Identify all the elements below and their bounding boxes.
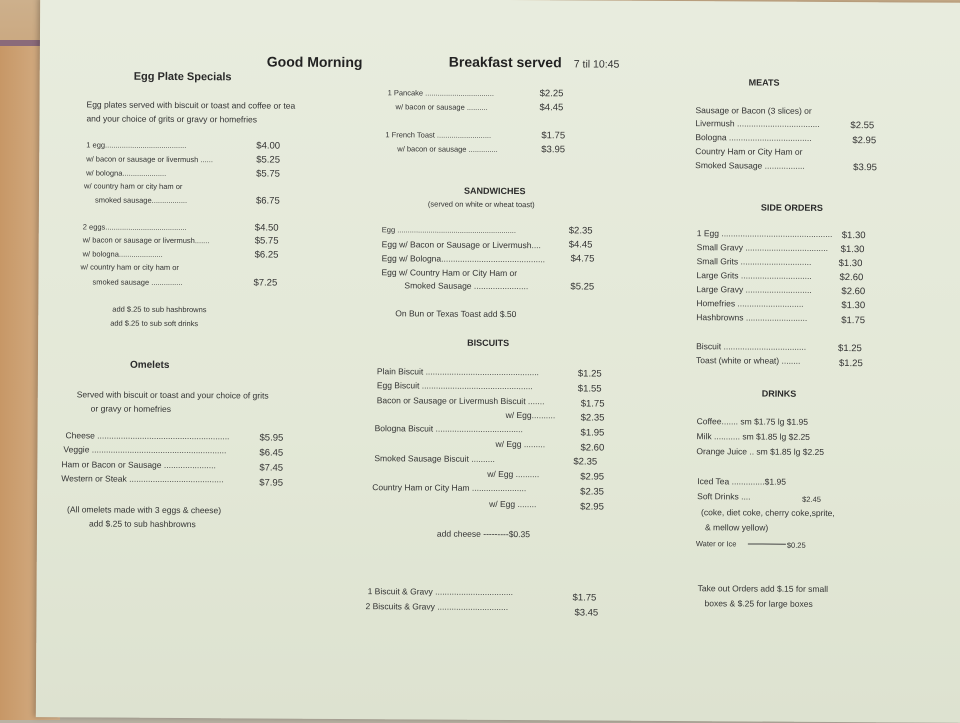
menu-item-price: $4.50 bbox=[254, 222, 279, 234]
menu-item-label: Bologna Biscuit ..................................... bbox=[374, 423, 523, 435]
menu-item-label: Homefries ............................ bbox=[696, 298, 804, 309]
drink-water: Water or Ice bbox=[695, 539, 737, 549]
menu-item-price: $5.95 bbox=[259, 432, 284, 444]
menu-item-price: $5.75 bbox=[256, 168, 280, 180]
menu-item-label: w/ bacon or sausage .............. bbox=[397, 144, 498, 154]
menu-item-label: smoked sausage................. bbox=[94, 195, 188, 206]
menu-sheet bbox=[36, 0, 960, 723]
menu-item-label: w/ bacon or sausage .......... bbox=[395, 102, 488, 112]
menu-item-label: Egg Biscuit ............................................... bbox=[376, 380, 533, 392]
side-orders-title: SIDE ORDERS bbox=[760, 202, 823, 213]
menu-item-label: 2 Biscuits & Gravy .............................. bbox=[365, 601, 509, 613]
breakfast-served-heading: Breakfast served bbox=[448, 53, 562, 71]
menu-item-price: $1.30 bbox=[841, 300, 866, 312]
drink-soft-drinks: Soft Drinks .... bbox=[697, 491, 751, 502]
omelets-note-1: (All omelets made with 3 eggs & cheese) bbox=[67, 504, 222, 516]
menu-item-price: $2.95 bbox=[580, 471, 605, 483]
menu-item-label: w/ bacon or sausage or livermush....... bbox=[82, 235, 210, 246]
menu-item-label: w/ Egg.......... bbox=[505, 409, 556, 421]
menu-item-price: $1.25 bbox=[838, 343, 862, 355]
menu-item-price: $1.25 bbox=[577, 368, 602, 380]
menu-item-price: $2.55 bbox=[850, 120, 875, 132]
menu-item-price: $4.75 bbox=[570, 253, 595, 265]
sandwiches-subtitle: (served on white or wheat toast) bbox=[427, 199, 535, 210]
menu-item-label: Smoked Sausage Biscuit .......... bbox=[374, 453, 495, 464]
menu-item-label: Hashbrowns .......................... bbox=[696, 312, 808, 323]
menu-item-price: $4.00 bbox=[256, 140, 281, 152]
menu-item-label: w/ bacon or sausage or livermush ...... bbox=[86, 154, 213, 165]
menu-item-label: smoked sausage ............... bbox=[92, 277, 183, 288]
menu-item-label: w/ bologna..................... bbox=[86, 168, 167, 178]
menu-item-price: $7.95 bbox=[259, 477, 284, 489]
menu-item-label: 2 eggs....................................... bbox=[82, 222, 187, 233]
menu-item-label: Smoked Sausage ................. bbox=[695, 160, 805, 171]
menu-item-price: $1.30 bbox=[838, 258, 863, 270]
menu-item-label: 1 French Toast .......................... bbox=[385, 130, 492, 140]
menu-item-price: $5.25 bbox=[256, 154, 281, 166]
menu-item-label: Egg w/ Bologna............................................ bbox=[381, 253, 546, 265]
menu-item-price: $1.75 bbox=[841, 315, 866, 327]
omelets-note-2: add $.25 to sub hashbrowns bbox=[88, 518, 196, 530]
good-morning-heading: Good Morning bbox=[266, 53, 363, 71]
menu-item-label: w/ bologna..................... bbox=[82, 249, 163, 259]
menu-item-price: $1.55 bbox=[577, 383, 602, 395]
menu-item-price: $2.60 bbox=[580, 442, 605, 454]
menu-item-label: Country Ham or City Ham ....................... bbox=[372, 482, 527, 494]
menu-item-price: $2.35 bbox=[580, 412, 605, 424]
drink-soft-drinks-price: $2.45 bbox=[802, 494, 821, 504]
menu-item-price: $7.25 bbox=[253, 277, 278, 289]
drinks-title: DRINKS bbox=[761, 388, 797, 399]
menu-item-price: $1.75 bbox=[580, 398, 605, 410]
menu-item-label: Toast (white or wheat) ........ bbox=[695, 355, 801, 366]
drink-orange-juice: Orange Juice .. sm $1.85 lg $2.25 bbox=[696, 446, 825, 457]
drink-coffee: Coffee....... sm $1.75 lg $1.95 bbox=[696, 416, 809, 427]
menu-item-label: Small Gravy ................................... bbox=[696, 242, 829, 253]
menu-item-price: $2.25 bbox=[539, 88, 564, 100]
egg-plate-title: Egg Plate Specials bbox=[133, 70, 232, 84]
egg-plate-note-2: add $.25 to sub soft drinks bbox=[110, 318, 199, 329]
menu-item-label: Small Grits .............................. bbox=[696, 256, 812, 267]
menu-item-label: Country Ham or City Ham or bbox=[695, 146, 803, 157]
menu-item-label: Egg w/ Bacon or Sausage or Livermush.... bbox=[381, 239, 541, 251]
menu-item-price: $2.35 bbox=[573, 456, 598, 468]
menu-item-price: $7.45 bbox=[259, 462, 284, 474]
menu-item-price: $3.95 bbox=[853, 162, 877, 174]
menu-item-label: Plain Biscuit ................................................ bbox=[376, 366, 539, 378]
menu-item-price: $3.45 bbox=[574, 607, 599, 619]
meats-title: MEATS bbox=[748, 77, 780, 88]
soft-drinks-list-1: (coke, diet coke, cherry coke,sprite, bbox=[701, 507, 835, 518]
menu-item-label: 1 Pancake ................................. bbox=[387, 88, 494, 98]
menu-item-price: $4.45 bbox=[539, 102, 564, 114]
menu-item-price: $2.95 bbox=[580, 501, 604, 513]
menu-item-label: Smoked Sausage ....................... bbox=[404, 280, 529, 292]
menu-item-price: $4.45 bbox=[568, 239, 593, 251]
menu-item-price: $3.95 bbox=[541, 144, 566, 156]
sandwiches-title: SANDWICHES bbox=[464, 185, 526, 197]
menu-item-price: $2.35 bbox=[568, 225, 593, 237]
water-leader-line bbox=[748, 543, 786, 544]
menu-item-label: Veggie ......................................................... bbox=[63, 444, 227, 456]
egg-plate-desc-2: and your choice of grits or gravy or homefries bbox=[86, 113, 258, 125]
menu-item-price: $1.95 bbox=[580, 427, 605, 439]
menu-item-label: Large Grits .............................. bbox=[696, 270, 812, 281]
menu-item-price: $2.95 bbox=[852, 135, 877, 147]
menu-item-label: Ham or Bacon or Sausage ...................... bbox=[61, 459, 216, 471]
biscuits-title: BISCUITS bbox=[467, 337, 510, 349]
takeout-note-2: boxes & $.25 for large boxes bbox=[704, 598, 813, 609]
egg-plate-note-1: add $.25 to sub hashbrowns bbox=[112, 304, 207, 315]
takeout-note-1: Take out Orders add $.15 for small bbox=[697, 583, 829, 594]
menu-item-label: Large Gravy ............................ bbox=[696, 284, 812, 295]
menu-item-price: $1.75 bbox=[572, 592, 597, 604]
menu-item-label: 1 Biscuit & Gravy ................................. bbox=[367, 586, 514, 598]
drink-milk: Milk ........... sm $1.85 lg $2.25 bbox=[696, 431, 810, 442]
omelets-desc-1: Served with biscuit or toast and your choice of grits bbox=[76, 389, 269, 401]
sandwiches-note: On Bun or Texas Toast add $.50 bbox=[395, 308, 517, 320]
menu-item-label: w/ Egg .......... bbox=[487, 468, 540, 480]
menu-item-price: $1.30 bbox=[841, 230, 866, 242]
menu-item-price: $1.25 bbox=[838, 358, 863, 370]
menu-item-label: Egg ......................................................... bbox=[381, 225, 517, 236]
menu-item-label: Cheese ........................................................ bbox=[65, 430, 230, 442]
menu-item-label: Bacon or Sausage or Livermush Biscuit ....... bbox=[376, 395, 545, 407]
menu-item-label: w/ Egg ......... bbox=[495, 438, 546, 450]
menu-item-label: 1 egg....................................... bbox=[86, 140, 187, 151]
menu-item-label: Egg w/ Country Ham or City Ham or bbox=[381, 267, 518, 279]
egg-plate-desc-1: Egg plates served with biscuit or toast and coffee or tea bbox=[86, 99, 296, 111]
menu-item-label: w/ Egg ........ bbox=[489, 498, 537, 510]
drink-iced-tea: Iced Tea ..............$1.95 bbox=[697, 476, 786, 487]
menu-item-label: 1 Egg ............................................... bbox=[696, 228, 833, 239]
menu-item-label: Western or Steak ........................................ bbox=[61, 473, 224, 485]
hours-text: 7 til 10:45 bbox=[573, 58, 620, 71]
menu-item-price: $1.75 bbox=[541, 130, 566, 142]
menu-item-price: $2.60 bbox=[839, 272, 864, 284]
menu-item-price: $1.30 bbox=[840, 244, 865, 256]
menu-item-price: $5.75 bbox=[254, 235, 279, 247]
menu-item-price: $6.25 bbox=[254, 249, 279, 261]
omelets-title: Omelets bbox=[129, 359, 170, 371]
drink-water-price: $0.25 bbox=[786, 540, 806, 550]
menu-item-label: Sausage or Bacon (3 slices) or bbox=[695, 105, 812, 116]
menu-item-label: Bologna ................................... bbox=[695, 132, 812, 143]
menu-item-label: Livermush ................................... bbox=[695, 118, 820, 129]
omelets-desc-2: or gravy or homefries bbox=[90, 403, 172, 414]
menu-item-price: $6.45 bbox=[259, 447, 284, 459]
menu-item-price: $6.75 bbox=[255, 195, 280, 207]
menu-item-price: $5.25 bbox=[570, 281, 595, 293]
menu-item-label: w/ country ham or city ham or bbox=[84, 181, 183, 192]
add-cheese-text: add cheese ---------$0.35 bbox=[436, 528, 531, 540]
menu-item-price: $2.35 bbox=[580, 486, 605, 498]
soft-drinks-list-2: & mellow yellow) bbox=[704, 522, 769, 533]
menu-item-price: $2.60 bbox=[841, 286, 866, 298]
menu-item-label: w/ country ham or city ham or bbox=[80, 262, 179, 272]
menu-item-label: Biscuit ................................... bbox=[696, 341, 807, 352]
